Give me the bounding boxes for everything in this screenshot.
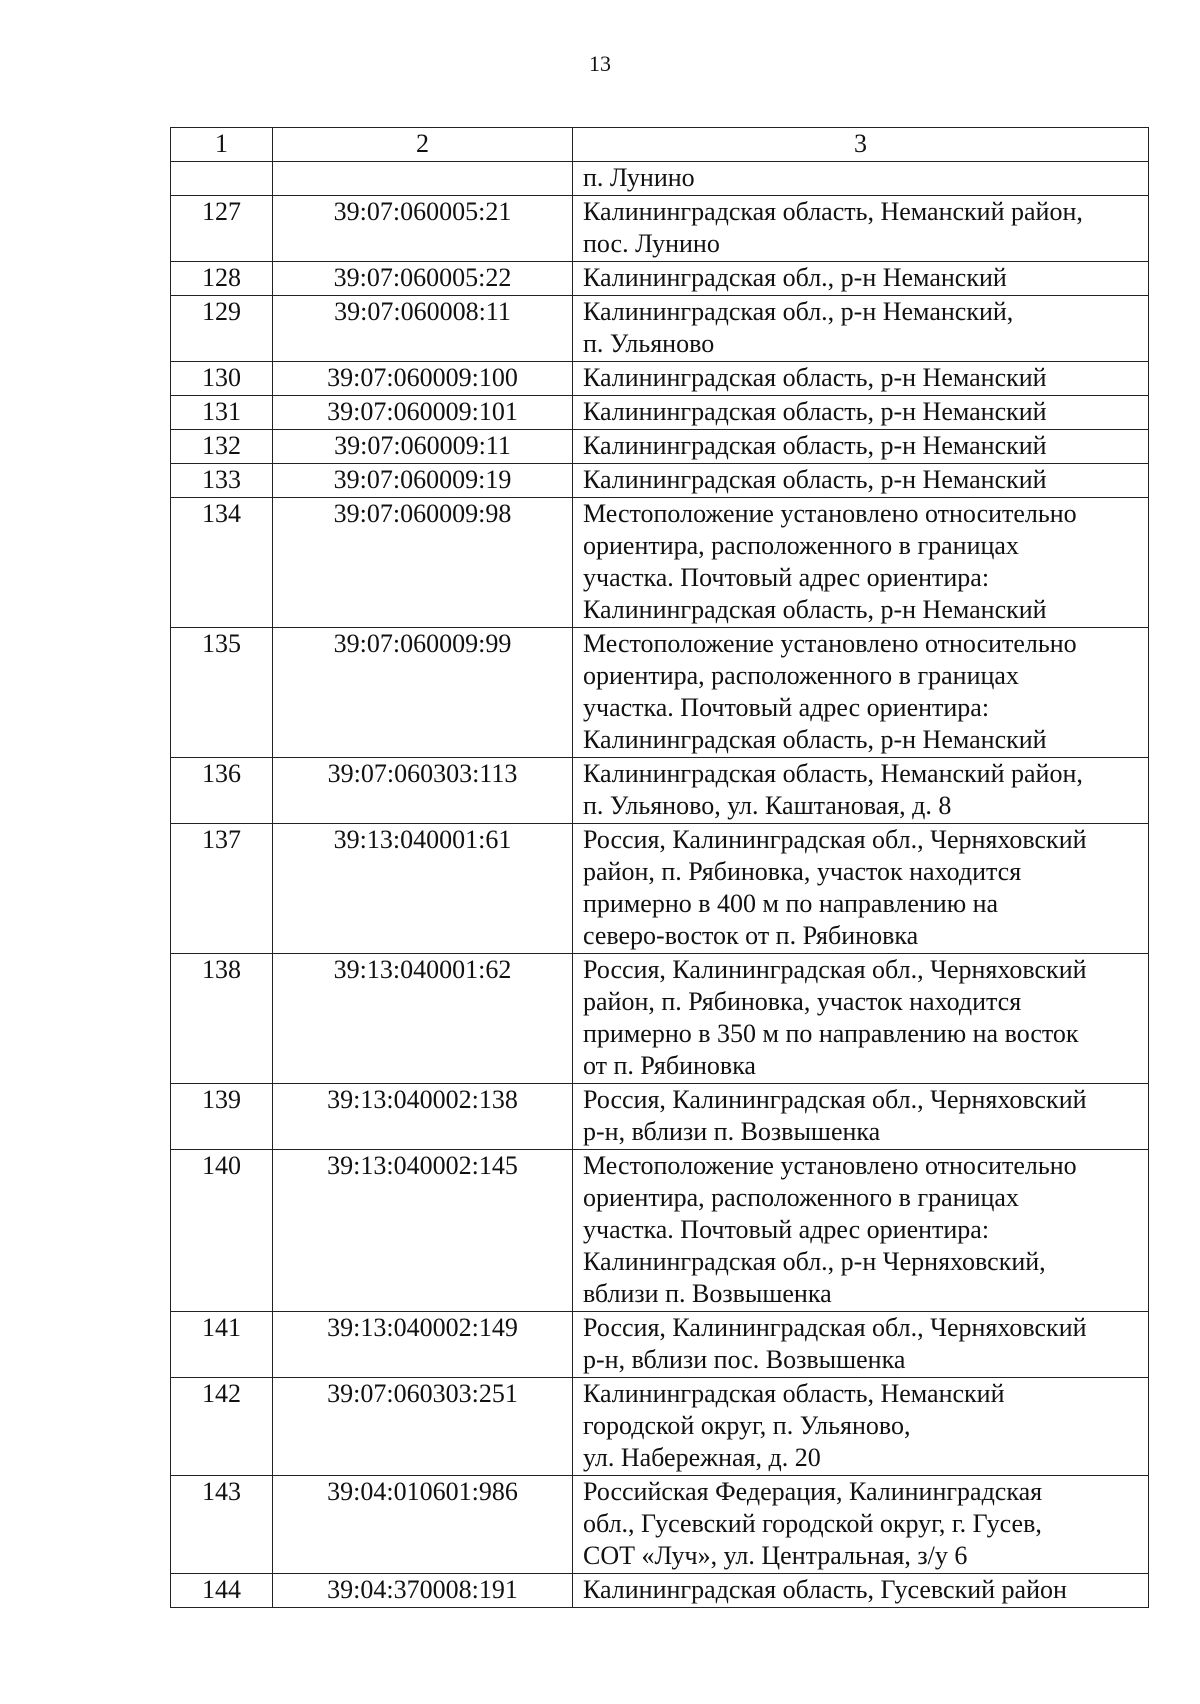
table-row xyxy=(171,1312,1149,1378)
address-line: Калининградская область, Неманский район, xyxy=(583,197,1083,226)
address-line: вблизи п. Возвышенка xyxy=(583,1279,832,1308)
column-header-3: 3 xyxy=(573,128,1149,162)
address-line: Калининградская область, Неманский район, xyxy=(583,759,1083,788)
address-cell xyxy=(573,430,1149,464)
address-line: примерно в 400 м по направлению на xyxy=(583,889,999,918)
cadastral-number: 39:13:040002:138 xyxy=(273,1084,573,1150)
address-line: Местоположение установлено относительно xyxy=(583,629,1077,658)
address-line: р-н, вблизи п. Возвышенка xyxy=(583,1117,881,1146)
cadastral-number: 39:07:060303:113 xyxy=(273,758,573,824)
row-number: 136 xyxy=(171,758,273,824)
cadastral-number: 39:13:040002:149 xyxy=(273,1312,573,1378)
cadastral-number: 39:07:060008:11 xyxy=(273,296,573,362)
address-cell xyxy=(573,262,1149,296)
column-header-1: 1 xyxy=(171,128,273,162)
row-number: 133 xyxy=(171,464,273,498)
cadastral-number: 39:07:060303:251 xyxy=(273,1378,573,1476)
cadastral-number: 39:07:060009:101 xyxy=(273,396,573,430)
row-number: 143 xyxy=(171,1476,273,1574)
address-line: Россия, Калининградская обл., Черняховский xyxy=(583,825,1087,854)
address-cell xyxy=(573,1312,1149,1378)
address-cell xyxy=(573,396,1149,430)
row-number: 138 xyxy=(171,954,273,1084)
address-line: п. Ульяново xyxy=(583,329,715,358)
address-cell xyxy=(573,196,1149,262)
address-line: Калининградская область, р-н Неманский xyxy=(583,465,1047,494)
column-header-2: 2 xyxy=(273,128,573,162)
table-row xyxy=(171,1476,1149,1574)
address-line: участка. Почтовый адрес ориентира: xyxy=(583,1215,990,1244)
address-line: северо-восток от п. Рябиновка xyxy=(583,921,919,950)
row-number: 130 xyxy=(171,362,273,396)
table-row xyxy=(171,362,1149,396)
row-number: 144 xyxy=(171,1574,273,1608)
address-line: район, п. Рябиновка, участок находится xyxy=(583,857,1022,886)
table-row xyxy=(171,262,1149,296)
table-row xyxy=(171,1378,1149,1476)
address-line: Местоположение установлено относительно xyxy=(583,1151,1077,1180)
address-line: Калининградская обл., р-н Неманский, xyxy=(583,297,1014,326)
address-line: Калининградская область, р-н Неманский xyxy=(583,431,1047,460)
row-number: 131 xyxy=(171,396,273,430)
address-line: Калининградская область, Неманский xyxy=(583,1379,1005,1408)
table-row xyxy=(171,1084,1149,1150)
address-line: Россия, Калининградская обл., Черняховский xyxy=(583,1085,1087,1114)
cadastral-number: 39:07:060009:99 xyxy=(273,628,573,758)
table-row xyxy=(171,396,1149,430)
row-number: 132 xyxy=(171,430,273,464)
table-row xyxy=(171,824,1149,954)
address-cell xyxy=(573,162,1149,196)
cadastral-number: 39:07:060009:100 xyxy=(273,362,573,396)
address-line: Калининградская область, р-н Неманский xyxy=(583,397,1047,426)
table-row xyxy=(171,628,1149,758)
row-number: 134 xyxy=(171,498,273,628)
address-line: район, п. Рябиновка, участок находится xyxy=(583,987,1022,1016)
address-line: р-н, вблизи пос. Возвышенка xyxy=(583,1345,906,1374)
address-line: Местоположение установлено относительно xyxy=(583,499,1077,528)
cadastral-number: 39:07:060009:98 xyxy=(273,498,573,628)
address-line: Калининградская область, р-н Неманский xyxy=(583,363,1047,392)
address-line: Калининградская обл., р-н Неманский xyxy=(583,263,1007,292)
address-line: Калининградская область, р-н Неманский xyxy=(583,595,1047,624)
address-line: Россия, Калининградская обл., Черняховский xyxy=(583,1313,1087,1342)
row-number: 129 xyxy=(171,296,273,362)
cadastral-number: 39:07:060005:22 xyxy=(273,262,573,296)
address-cell xyxy=(573,1574,1149,1608)
address-line: СОТ «Луч», ул. Центральная, з/у 6 xyxy=(583,1541,968,1570)
row-number: 140 xyxy=(171,1150,273,1312)
address-cell xyxy=(573,296,1149,362)
address-cell xyxy=(573,824,1149,954)
address-line: Российская Федерация, Калининградская xyxy=(583,1477,1043,1506)
address-line: участка. Почтовый адрес ориентира: xyxy=(583,563,990,592)
table-row xyxy=(171,196,1149,262)
address-line: ориентира, расположенного в границах xyxy=(583,661,1019,690)
table-row xyxy=(171,1150,1149,1312)
address-line: Калининградская область, р-н Неманский xyxy=(583,725,1047,754)
address-cell xyxy=(573,498,1149,628)
cadastral-number xyxy=(273,162,573,196)
row-number: 128 xyxy=(171,262,273,296)
table-row xyxy=(171,954,1149,1084)
row-number: 135 xyxy=(171,628,273,758)
cadastral-number: 39:13:040001:62 xyxy=(273,954,573,1084)
address-line: участка. Почтовый адрес ориентира: xyxy=(583,693,990,722)
cadastral-number: 39:04:010601:986 xyxy=(273,1476,573,1574)
address-cell xyxy=(573,628,1149,758)
address-cell xyxy=(573,1084,1149,1150)
table-row xyxy=(171,464,1149,498)
address-cell xyxy=(573,464,1149,498)
row-number: 137 xyxy=(171,824,273,954)
cadastral-number: 39:07:060009:19 xyxy=(273,464,573,498)
address-line: ориентира, расположенного в границах xyxy=(583,531,1019,560)
address-line: Калининградская область, Гусевский район xyxy=(583,1575,1067,1604)
land-plots-table xyxy=(170,127,1149,1608)
address-cell xyxy=(573,1378,1149,1476)
address-cell xyxy=(573,362,1149,396)
row-number xyxy=(171,162,273,196)
address-line: городской округ, п. Ульяново, xyxy=(583,1411,911,1440)
address-line: ул. Набережная, д. 20 xyxy=(583,1443,821,1472)
page-number: 13 xyxy=(589,51,611,76)
address-cell xyxy=(573,1150,1149,1312)
row-number: 139 xyxy=(171,1084,273,1150)
table-row xyxy=(171,498,1149,628)
cadastral-number: 39:07:060009:11 xyxy=(273,430,573,464)
cadastral-number: 39:13:040001:61 xyxy=(273,824,573,954)
address-line: от п. Рябиновка xyxy=(583,1051,756,1080)
address-cell xyxy=(573,954,1149,1084)
table-row xyxy=(171,1574,1149,1608)
address-line: Калининградская обл., р-н Черняховский, xyxy=(583,1247,1046,1276)
address-line: обл., Гусевский городской округ, г. Гусев, xyxy=(583,1509,1042,1538)
cadastral-number: 39:13:040002:145 xyxy=(273,1150,573,1312)
table-row xyxy=(171,758,1149,824)
address-line: п. Лунино xyxy=(583,163,695,192)
table-row xyxy=(171,430,1149,464)
row-number: 142 xyxy=(171,1378,273,1476)
table-body xyxy=(171,162,1149,1608)
address-cell xyxy=(573,1476,1149,1574)
table-row xyxy=(171,162,1149,196)
table-row xyxy=(171,296,1149,362)
row-number: 141 xyxy=(171,1312,273,1378)
row-number: 127 xyxy=(171,196,273,262)
cadastral-number: 39:04:370008:191 xyxy=(273,1574,573,1608)
address-line: примерно в 350 м по направлению на восток xyxy=(583,1019,1079,1048)
address-line: п. Ульяново, ул. Каштановая, д. 8 xyxy=(583,791,952,820)
address-line: ориентира, расположенного в границах xyxy=(583,1183,1019,1212)
cadastral-number: 39:07:060005:21 xyxy=(273,196,573,262)
address-cell xyxy=(573,758,1149,824)
address-line: пос. Лунино xyxy=(583,229,720,258)
address-line: Россия, Калининградская обл., Черняховский xyxy=(583,955,1087,984)
table-header-row xyxy=(171,128,1149,162)
